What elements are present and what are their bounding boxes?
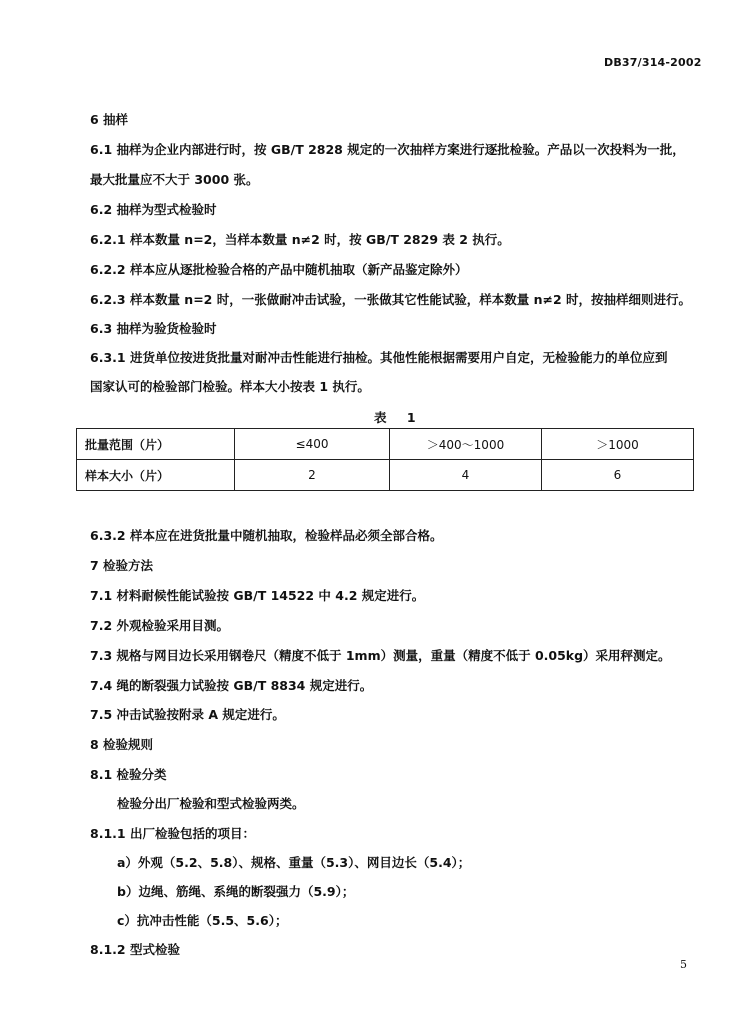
clause-6-2-2: 6.2.2 样本应从逐批检验合格的产品中随机抽取（新产品鉴定除外） <box>90 262 468 277</box>
page-number: 5 <box>680 958 687 971</box>
list-item-b: b）边绳、筋绳、系绳的断裂强力（5.9）； <box>117 884 355 899</box>
clause-6-3-1-cont: 国家认可的检验部门检验。样本大小按表 1 执行。 <box>90 379 370 394</box>
clause-6-1-cont: 最大批量应不大于 3000 张。 <box>90 172 259 187</box>
clause-6-1: 6.1 抽样为企业内部进行时，按 GB/T 2828 规定的一次抽样方案进行逐批检验。产品以一次投料为一批， <box>90 142 685 157</box>
clause-6-3-1: 6.3.1 进货单位按进货批量对耐冲击性能进行抽检。其他性能根据需要用户自定，无检验能力的单位应到 <box>90 350 668 365</box>
table-cell: ≤400 <box>235 429 390 460</box>
table-caption: 表 1 <box>374 410 424 425</box>
clause-6-3: 6.3 抽样为验货检验时 <box>90 321 217 336</box>
document-id: DB37/314-2002 <box>604 56 702 69</box>
clause-6-3-2: 6.3.2 样本应在进货批量中随机抽取，检验样品必须全部合格。 <box>90 528 443 543</box>
table-row <box>77 460 694 491</box>
clause-8-1-2: 8.1.2 型式检验 <box>90 942 180 957</box>
clause-8-1-text: 检验分出厂检验和型式检验两类。 <box>117 796 305 811</box>
table-cell: 6 <box>542 460 694 491</box>
clause-7-2: 7.2 外观检验采用目测。 <box>90 618 229 633</box>
clause-6-2: 6.2 抽样为型式检验时 <box>90 202 217 217</box>
table-cell: 2 <box>235 460 390 491</box>
table-cell: ＞1000 <box>542 429 694 460</box>
clause-6-2-1: 6.2.1 样本数量 n=2，当样本数量 n≠2 时，按 GB/T 2829 表 2 执行。 <box>90 232 510 247</box>
table-row <box>77 429 694 460</box>
clause-7-5: 7.5 冲击试验按附录 A 规定进行。 <box>90 707 285 722</box>
table-row-header: 样本大小（片） <box>77 460 235 491</box>
sample-size-table <box>76 428 694 491</box>
table-cell: ＞400～1000 <box>390 429 542 460</box>
list-item-c: c）抗冲击性能（5.5、5.6）； <box>117 913 288 928</box>
clause-8-1: 8.1 检验分类 <box>90 767 167 782</box>
section-8-heading: 8 检验规则 <box>90 737 154 752</box>
table-cell: 4 <box>390 460 542 491</box>
clause-7-1: 7.1 材料耐候性能试验按 GB/T 14522 中 4.2 规定进行。 <box>90 588 425 603</box>
clause-8-1-1: 8.1.1 出厂检验包括的项目： <box>90 826 255 841</box>
clause-7-4: 7.4 绳的断裂强力试验按 GB/T 8834 规定进行。 <box>90 678 373 693</box>
table-row-header: 批量范围（片） <box>77 429 235 460</box>
clause-6-2-3: 6.2.3 样本数量 n=2 时，一张做耐冲击试验，一张做其它性能试验，样本数量 n≠2 时，按抽样细则进行。 <box>90 292 691 307</box>
section-7-heading: 7 检验方法 <box>90 558 154 573</box>
section-6-heading: 6 抽样 <box>90 112 129 127</box>
list-item-a: a）外观（5.2、5.8）、规格、重量（5.3）、网目边长（5.4）； <box>117 855 471 870</box>
clause-7-3: 7.3 规格与网目边长采用钢卷尺（精度不低于 1mm）测量，重量（精度不低于 0.05kg）采用秤测定。 <box>90 648 671 663</box>
